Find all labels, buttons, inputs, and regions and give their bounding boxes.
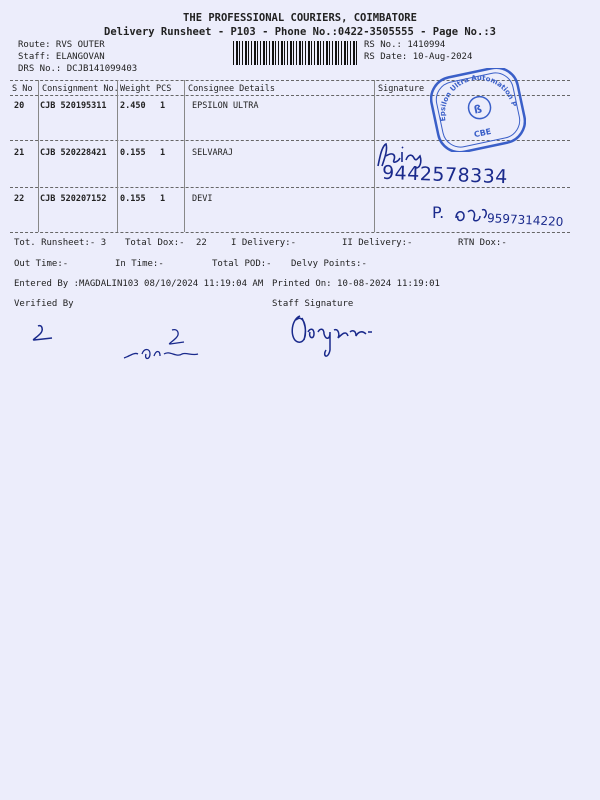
row-consignment: CJB 520228421 <box>40 148 107 158</box>
row-weight: 0.155 <box>120 148 146 158</box>
col-header-sno: S No <box>12 84 33 94</box>
verified-by-label: Verified By <box>14 299 74 309</box>
row-sno: 20 <box>14 101 25 111</box>
row-pcs: 1 <box>160 194 166 204</box>
delvy-points-label: Delvy Points:- <box>291 259 367 269</box>
row-pcs: 1 <box>160 148 166 158</box>
total-pod-label: Total POD:- <box>212 259 272 269</box>
handwritten-initial: P. <box>432 203 445 222</box>
staff-label: Staff: ELANGOVAN <box>18 52 105 62</box>
col-header-weight: Weight <box>120 84 151 94</box>
stamp-city: CBE <box>473 126 493 140</box>
verifier-signature <box>122 326 204 366</box>
row-consignment: CJB 520207152 <box>40 194 107 204</box>
out-time-label: Out Time:- <box>14 259 69 269</box>
table-bottom-border <box>10 232 570 233</box>
staff-signature-label: Staff Signature <box>272 299 354 309</box>
tot-runsheet: Tot. Runsheet:- 3 <box>14 238 107 248</box>
row-weight: 2.450 <box>120 101 146 111</box>
rs-number: RS No.: 1410994 <box>364 40 446 50</box>
i-delivery-label: I Delivery:- <box>231 238 297 248</box>
column-divider <box>38 80 39 232</box>
row-sno: 21 <box>14 148 25 158</box>
barcode <box>233 41 357 65</box>
row-weight: 0.155 <box>120 194 146 204</box>
handwritten-phone: 9597314220 <box>486 211 564 229</box>
row-consignee: EPSILON ULTRA <box>192 101 259 111</box>
staff-handwritten-signature <box>288 310 374 362</box>
printed-on: Printed On: 10-08-2024 11:19:01 <box>272 279 440 289</box>
col-header-signature: Signature <box>378 84 425 94</box>
col-header-consignment: Consignment No. <box>42 84 119 94</box>
document-subtitle: Delivery Runsheet - P103 - Phone No.:0422-3505555 - Page No.:3 <box>104 26 496 38</box>
total-dox-value: 22 <box>196 238 207 248</box>
row-pcs: 1 <box>160 101 166 111</box>
route-label: Route: RVS OUTER <box>18 40 105 50</box>
drs-number: DRS No.: DCJB141099403 <box>18 64 138 74</box>
stamp-company-text: Epsilon Ultra Automation Pvt <box>438 73 519 122</box>
column-divider <box>184 80 185 232</box>
document-title: THE PROFESSIONAL COURIERS, COIMBATORE <box>183 12 417 24</box>
verifier-signature <box>28 322 58 344</box>
col-header-consignee: Consignee Details <box>188 84 275 94</box>
in-time-label: In Time:- <box>115 259 164 269</box>
row-consignee: SELVARAJ <box>192 148 233 158</box>
row-consignee: DEVI <box>192 194 213 204</box>
company-stamp <box>430 68 526 152</box>
col-header-pcs: PCS <box>156 84 172 94</box>
ii-delivery-label: II Delivery:- <box>342 238 413 248</box>
handwritten-phone: 9442578334 <box>381 161 509 189</box>
rs-date: RS Date: 10-Aug-2024 <box>364 52 473 62</box>
rtn-dox-label: RTN Dox:- <box>458 238 507 248</box>
row-consignment: CJB 520195311 <box>40 101 107 111</box>
total-dox-label: Total Dox:- <box>125 238 185 248</box>
entered-by: Entered By :MAGDALIN103 08/10/2024 11:19:04 AM <box>14 279 264 289</box>
row-sno: 22 <box>14 194 25 204</box>
svg-text:ß: ß <box>472 102 484 117</box>
column-divider <box>117 80 118 232</box>
